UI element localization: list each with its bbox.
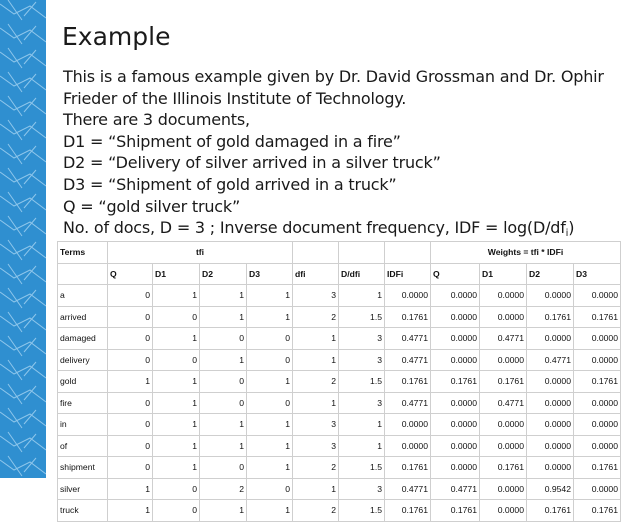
term-cell: truck	[58, 500, 108, 522]
value-cell: 0.0000	[385, 285, 431, 307]
value-cell: 0.1761	[385, 371, 431, 393]
value-cell: 0.0000	[527, 392, 574, 414]
value-cell: 1	[200, 349, 247, 371]
value-cell: 0	[153, 349, 200, 371]
value-cell: 0.0000	[527, 328, 574, 350]
value-cell: 0.0000	[527, 414, 574, 436]
value-cell: 1	[153, 392, 200, 414]
value-cell: 0.1761	[385, 457, 431, 479]
value-cell: 0.1761	[527, 500, 574, 522]
value-cell: 0	[247, 478, 293, 500]
subheader-weight-d3: D3	[574, 263, 621, 285]
value-cell: 0	[108, 457, 153, 479]
value-cell: 0.0000	[431, 328, 480, 350]
value-cell: 3	[339, 349, 385, 371]
value-cell: 0	[247, 392, 293, 414]
table-row	[58, 457, 621, 479]
value-cell: 0.0000	[480, 478, 527, 500]
idf-formula-text: No. of docs, D = 3 ; Inverse document frequency, IDF = log(D/df	[63, 218, 566, 238]
table-row	[58, 371, 621, 393]
value-cell: 0.1761	[431, 500, 480, 522]
header-empty	[339, 242, 385, 264]
slide-body	[63, 66, 623, 245]
value-cell: 0.4771	[527, 349, 574, 371]
table-row	[58, 328, 621, 350]
value-cell: 1	[200, 414, 247, 436]
value-cell: 0.4771	[385, 349, 431, 371]
body-line: D1 = “Shipment of gold damaged in a fire”	[63, 131, 401, 151]
value-cell: 1.5	[339, 457, 385, 479]
value-cell: 1	[247, 500, 293, 522]
value-cell: 0.0000	[527, 435, 574, 457]
value-cell: 1	[108, 371, 153, 393]
value-cell: 3	[293, 285, 339, 307]
value-cell: 0.0000	[574, 435, 621, 457]
value-cell: 1	[247, 457, 293, 479]
term-cell: damaged	[58, 328, 108, 350]
value-cell: 0.1761	[480, 371, 527, 393]
value-cell: 1	[200, 435, 247, 457]
value-cell: 0.0000	[574, 349, 621, 371]
value-cell: 0.0000	[527, 285, 574, 307]
value-cell: 0.4771	[480, 328, 527, 350]
value-cell: 0.9542	[527, 478, 574, 500]
value-cell: 1	[293, 478, 339, 500]
value-cell: 1	[247, 414, 293, 436]
table-row	[58, 478, 621, 500]
value-cell: 0	[153, 500, 200, 522]
header-weights: Weights = tfi * IDFi	[431, 242, 621, 264]
body-line: There are 3 documents,	[63, 110, 250, 130]
term-cell: shipment	[58, 457, 108, 479]
slide-title: Example	[62, 22, 171, 51]
term-cell: delivery	[58, 349, 108, 371]
value-cell: 0.0000	[480, 285, 527, 307]
subheader-weight-d1: D1	[480, 263, 527, 285]
value-cell: 1	[153, 435, 200, 457]
value-cell: 1	[247, 306, 293, 328]
value-cell: 1	[293, 328, 339, 350]
value-cell: 0.1761	[480, 457, 527, 479]
value-cell: 0	[108, 414, 153, 436]
tfidf-table	[57, 241, 621, 522]
term-cell: silver	[58, 478, 108, 500]
table-row	[58, 500, 621, 522]
value-cell: 0.0000	[385, 414, 431, 436]
subheader-idfi: IDFi	[385, 263, 431, 285]
table-row	[58, 285, 621, 307]
value-cell: 1	[247, 435, 293, 457]
subheader-d1: D1	[153, 263, 200, 285]
value-cell: 0.0000	[574, 392, 621, 414]
term-cell: fire	[58, 392, 108, 414]
value-cell: 0.0000	[574, 478, 621, 500]
value-cell: 2	[293, 500, 339, 522]
value-cell: 1	[339, 414, 385, 436]
value-cell: 0.1761	[574, 457, 621, 479]
subheader-d2: D2	[200, 263, 247, 285]
term-cell: arrived	[58, 306, 108, 328]
value-cell: 3	[339, 392, 385, 414]
term-cell: of	[58, 435, 108, 457]
value-cell: 0	[200, 371, 247, 393]
subheader-d3: D3	[247, 263, 293, 285]
body-line: D2 = “Delivery of silver arrived in a silver truck”	[63, 153, 441, 173]
value-cell: 0.1761	[385, 306, 431, 328]
value-cell: 0.0000	[431, 457, 480, 479]
value-cell: 1.5	[339, 371, 385, 393]
subheader-q: Q	[108, 263, 153, 285]
value-cell: 3	[293, 435, 339, 457]
value-cell: 0	[108, 392, 153, 414]
value-cell: 1	[200, 285, 247, 307]
value-cell: 1	[153, 457, 200, 479]
value-cell: 0.0000	[480, 414, 527, 436]
value-cell: 0	[108, 435, 153, 457]
table-row	[58, 392, 621, 414]
value-cell: 0	[200, 392, 247, 414]
table-row	[58, 349, 621, 371]
value-cell: 0	[247, 328, 293, 350]
value-cell: 1.5	[339, 500, 385, 522]
value-cell: 0	[153, 306, 200, 328]
term-cell: a	[58, 285, 108, 307]
value-cell: 0.1761	[574, 306, 621, 328]
value-cell: 0	[108, 328, 153, 350]
idf-formula-subscript: i	[565, 228, 569, 240]
value-cell: 1	[247, 371, 293, 393]
value-cell: 0.4771	[385, 392, 431, 414]
table-row	[58, 435, 621, 457]
value-cell: 0.1761	[385, 500, 431, 522]
value-cell: 0.1761	[431, 371, 480, 393]
value-cell: 0	[108, 285, 153, 307]
value-cell: 1	[247, 285, 293, 307]
value-cell: 0.1761	[574, 371, 621, 393]
value-cell: 0.0000	[431, 435, 480, 457]
value-cell: 1	[108, 478, 153, 500]
subheader-dfi: dfi	[293, 263, 339, 285]
value-cell: 0.0000	[480, 500, 527, 522]
value-cell: 0.0000	[431, 306, 480, 328]
value-cell: 0.1761	[527, 306, 574, 328]
value-cell: 0.0000	[480, 349, 527, 371]
value-cell: 0	[247, 349, 293, 371]
term-cell: gold	[58, 371, 108, 393]
value-cell: 0	[108, 349, 153, 371]
idf-formula-close: )	[568, 218, 575, 238]
sidebar-pattern	[0, 0, 46, 478]
value-cell: 1	[108, 500, 153, 522]
value-cell: 0.0000	[431, 414, 480, 436]
value-cell: 0.4771	[480, 392, 527, 414]
value-cell: 0.0000	[574, 328, 621, 350]
value-cell: 1	[293, 349, 339, 371]
value-cell: 3	[293, 414, 339, 436]
value-cell: 0.0000	[431, 285, 480, 307]
body-line: Frieder of the Illinois Institute of Technology.	[63, 88, 407, 108]
value-cell: 0.0000	[574, 414, 621, 436]
value-cell: 2	[200, 478, 247, 500]
value-cell: 0.0000	[574, 285, 621, 307]
subheader-empty	[58, 263, 108, 285]
decorative-sidebar	[0, 0, 46, 478]
value-cell: 0.4771	[385, 328, 431, 350]
table-row	[58, 414, 621, 436]
value-cell: 1	[293, 392, 339, 414]
value-cell: 0	[108, 306, 153, 328]
value-cell: 0.0000	[480, 306, 527, 328]
value-cell: 1	[153, 328, 200, 350]
term-cell: in	[58, 414, 108, 436]
value-cell: 0.4771	[431, 478, 480, 500]
header-empty	[385, 242, 431, 264]
value-cell: 1	[200, 500, 247, 522]
value-cell: 1.5	[339, 306, 385, 328]
value-cell: 0.4771	[385, 478, 431, 500]
value-cell: 3	[339, 328, 385, 350]
value-cell: 1	[153, 371, 200, 393]
value-cell: 0	[200, 457, 247, 479]
value-cell: 1	[339, 435, 385, 457]
table-subheader-row	[58, 263, 621, 285]
value-cell: 0.0000	[431, 349, 480, 371]
value-cell: 1	[339, 285, 385, 307]
value-cell: 0.1761	[574, 500, 621, 522]
value-cell: 1	[200, 306, 247, 328]
value-cell: 0.0000	[385, 435, 431, 457]
header-tfi: tfi	[108, 242, 293, 264]
header-empty	[293, 242, 339, 264]
value-cell: 2	[293, 457, 339, 479]
value-cell: 1	[153, 414, 200, 436]
value-cell: 1	[153, 285, 200, 307]
subheader-weight-q: Q	[431, 263, 480, 285]
body-line: This is a famous example given by Dr. David Grossman and Dr. Ophir	[63, 67, 604, 86]
table-header-row	[58, 242, 621, 264]
body-line: D3 = “Shipment of gold arrived in a truck”	[63, 174, 397, 194]
value-cell: 3	[339, 478, 385, 500]
value-cell: 0.0000	[527, 371, 574, 393]
value-cell: 0	[153, 478, 200, 500]
subheader-d-dfi: D/dfi	[339, 263, 385, 285]
value-cell: 2	[293, 306, 339, 328]
table-row	[58, 306, 621, 328]
value-cell: 0.0000	[480, 435, 527, 457]
body-line: Q = “gold silver truck”	[63, 196, 241, 216]
value-cell: 2	[293, 371, 339, 393]
subheader-weight-d2: D2	[527, 263, 574, 285]
value-cell: 0	[200, 328, 247, 350]
header-terms: Terms	[58, 242, 108, 264]
value-cell: 0.0000	[527, 457, 574, 479]
value-cell: 0.0000	[431, 392, 480, 414]
